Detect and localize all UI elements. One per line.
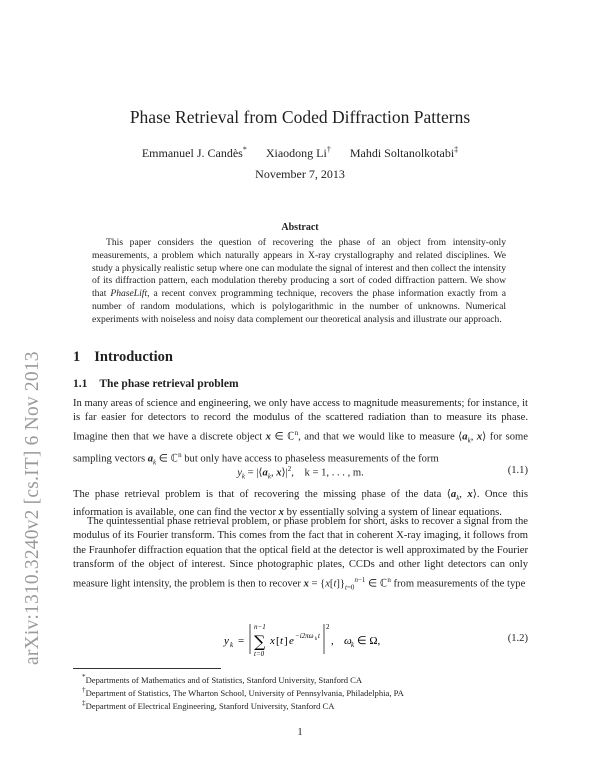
paper-date: November 7, 2013 bbox=[255, 167, 345, 181]
svg-text:e: e bbox=[288, 635, 294, 647]
svg-text:t=0: t=0 bbox=[253, 650, 264, 658]
footnote: †Department of Statistics, The Wharton School, University of Pennsylvania, Philadelphia, PA bbox=[82, 686, 404, 698]
svg-text:n−1: n−1 bbox=[253, 623, 266, 631]
section-heading: 1 Introduction bbox=[73, 349, 173, 365]
footnote-rule bbox=[73, 668, 221, 669]
svg-text:t: t bbox=[279, 635, 283, 647]
author: Emmanuel J. Candès* bbox=[141, 145, 247, 160]
paragraph: The phase retrieval problem is that of recovering the missing phase of the data $⟨a_k$, x⟩. Once this information is available, one can find the vector x by essentially solving a system of linear equations. bbox=[73, 489, 528, 518]
svg-text:t: t bbox=[317, 632, 320, 640]
footnote: *Departments of Mathematics and of Statistics, Stanford University, Stanford CA bbox=[82, 673, 363, 685]
paper-page: arXiv:1310.3240v2 [cs.IT] 6 Nov 2013 Phase Retrieval from Coded Diffraction Patterns Emmanuel J. Candès* Xiaodong Li† Mahdi Soltanolkotabi‡ November 7, 2013 Abstract This paper considers the question of recovering the phase of an object from intensity-only measurements, a problem which naturally appears in X-ray crystallography and related disciplines. We study a physically realistic setup where one can modulate the signal of interest and then collect the intensity of its diffraction pattern, each modulation thereby producing a sort of coded diffraction pattern. We show that PhaseLift, a recent convex programming technique, recovers the phase information exactly from a number of random modulations, which is polylogarithmic in the number of unknowns. Numerical experiments with noiseless and noisy data complement our theoretical analysis and illustrate our approach. 1 Introduction 1.1 The phase retrieval problem In many areas of science and engineering, we only have access to magnitude measurements; for instance, it is far easier for detectors to record the modulus of the scattered radiation than to measure its phase. Imagine then that we have a discrete object x ∈ ℂ$^n$, and that we would like to measure $⟨a_k$, x⟩ for some sampling vectors $a_k$ ∈ ℂ$^n$ but only have access to phaseless measurements of the form $y_k$ = $|⟨a_k$, $x⟩|^2$, k = 1, . . . , m. (1.1) The phase retrieval problem is that of recovering the missing phase of the data $⟨a_k$, x⟩. Once this information is available, one can find the vector x by essentially solving a system of linear equations. The quintessential phase retrieval problem, or phase problem for short, asks to recover a signal from the modulus of its Fourier transform. This comes from the fact that in coherent X-ray imaging, it follows from the Fraunhofer diffraction equation that the optical field at the detector is well approximated by the Fourier transform of the object of interest. Since photographic plates, CCDs and other light detectors can only measure light intensity, the problem is then to recover $x = \{x[t]\}_{t=0}^{n-1}$ ∈ ℂ$^n$ from measurements of the type y k = n−1 ∑ t=0 x [ t ] e −i2πω k t 2 , ω k ∈ Ω, (1.2) *Departments of Mathematics and of Statistics, Stanford University, Stanford CA †Department of Statistics, The Wharton School, University of Pennsylvania, Philadelphia, PA ‡Department of Electrical Engineering, Stanford University, Stanford CA 1 bbox=[0, 0, 600, 776]
arxiv-side-label bbox=[18, 210, 48, 670]
paragraph: In many areas of science and engineering, we only have access to magnitude measurements; for instance, it is far easier for detectors to record the modulus of the scattered radiation than to measure its phase. Imagine then that we have a discrete object x ∈ ℂ$^n$, and that we would like to measure $⟨a_k$, x⟩ for some sampling vectors $a_k$ ∈ ℂ$^n$ but only have access to phaseless measurements of the form bbox=[73, 398, 529, 467]
equation-tag: (1.1) bbox=[507, 465, 528, 476]
phaselift-emphasis: PhaseLift bbox=[110, 288, 148, 300]
author: Mahdi Soltanolkotabi‡ bbox=[349, 145, 459, 160]
subsection-heading: 1.1 The phase retrieval problem bbox=[73, 378, 239, 390]
footnote: ‡Department of Electrical Engineering, Stanford University, Stanford CA bbox=[82, 699, 335, 711]
svg-text:−i2πω: −i2πω bbox=[294, 632, 314, 640]
author: Xiaodong Li† bbox=[265, 145, 331, 160]
paper-title: Phase Retrieval from Coded Diffraction Patterns bbox=[129, 107, 471, 127]
equation-1-2 bbox=[73, 620, 528, 660]
abstract-text: This paper considers the question of recovering the phase of an object from intensity-only measurements, a problem which naturally appears in X-ray crystallography and related disciplines. We study a physically realistic setup where one can modulate the signal of interest and then collect the intensity of its diffraction pattern, each modulation thereby producing a sort of coded diffraction pattern. We show that PhaseLift, a recent convex programming technique, recovers the phase information exactly from a number of random modulations, which is polylogarithmic in the number of unknowns. Numerical experiments with noiseless and noisy data complement our theoretical analysis and illustrate our approach. bbox=[92, 237, 506, 325]
arxiv-identifier: arXiv:1310.3240v2 [cs.IT] 6 Nov 2013 bbox=[22, 351, 43, 665]
svg-text:k: k bbox=[314, 637, 317, 642]
svg-text:,: , bbox=[330, 635, 334, 647]
svg-text:ω: ω bbox=[343, 635, 352, 647]
svg-text:∑: ∑ bbox=[253, 632, 265, 651]
svg-text:y: y bbox=[223, 635, 229, 647]
svg-text:x: x bbox=[269, 635, 275, 647]
svg-text:[: [ bbox=[275, 635, 280, 647]
svg-text:=: = bbox=[237, 635, 244, 647]
svg-text:k: k bbox=[350, 641, 354, 649]
author-list bbox=[0, 145, 600, 161]
svg-text:∈ Ω,: ∈ Ω, bbox=[356, 635, 380, 647]
svg-text:]: ] bbox=[283, 635, 288, 647]
svg-text:k: k bbox=[229, 641, 233, 649]
equation-tag: (1.2) bbox=[507, 633, 528, 644]
fourier-sum-formula bbox=[216, 620, 386, 660]
paragraph: The quintessential phase retrieval problem, or phase problem for short, asks to recover a signal from the modulus of its Fourier transform. This comes from the fact that in coherent X-ray imaging, it follows from the Fraunhofer diffraction equation that the optical field at the detector is well approximated by the Fourier transform of the object of interest. Since photographic plates, CCDs and other light detectors can only measure light intensity, the problem is then to recover $x = \{x[t]\}_{t=0}^{n-1}$ ∈ ℂ$^n$ from measurements of the type bbox=[73, 516, 528, 592]
svg-text:2: 2 bbox=[325, 623, 329, 631]
page-number: 1 bbox=[297, 727, 303, 738]
abstract-heading: Abstract bbox=[281, 222, 319, 233]
